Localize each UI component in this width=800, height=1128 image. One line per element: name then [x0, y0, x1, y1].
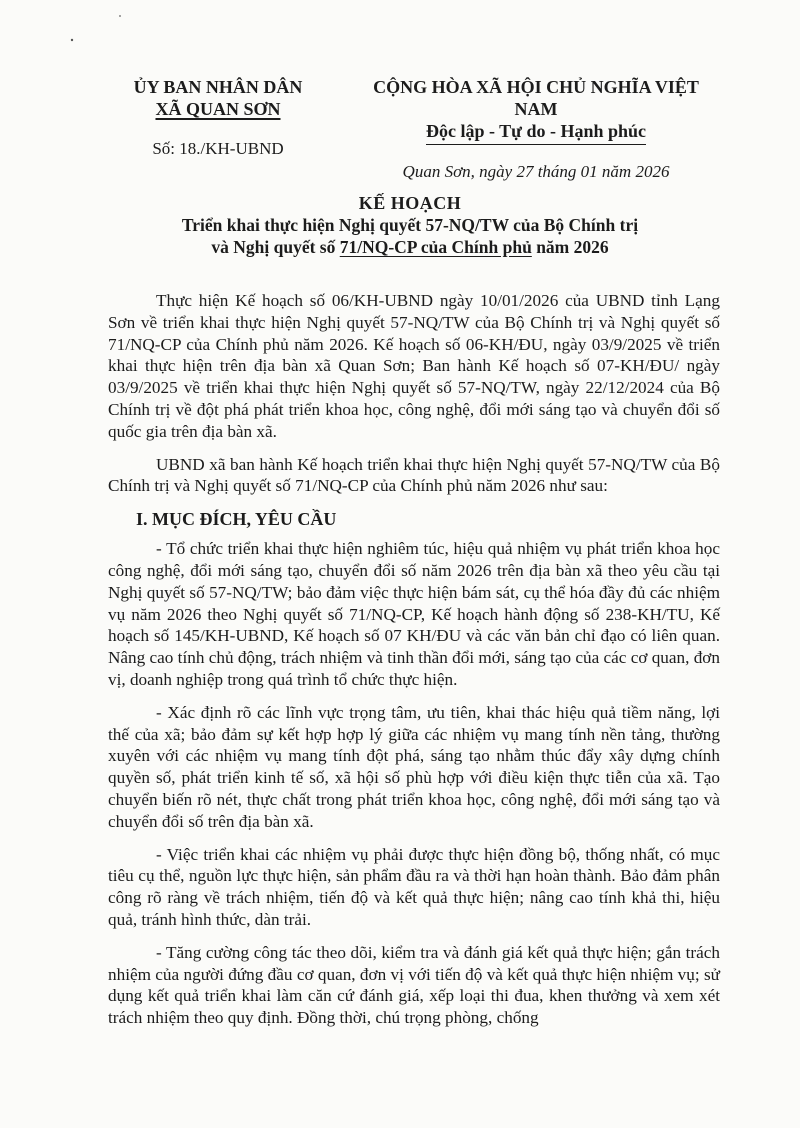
bullet-paragraph-2: - Xác định rõ các lĩnh vực trọng tâm, ưu tiên, khai thác hiệu quả tiềm năng, lợi thế của xã; bảo đảm sự kết hợp hợp lý giữa các nhiệm vụ mang tính nền tảng, thường xuyên với các nhiệm vụ mang tính đột phá, sáng tạo nhằm thúc đẩy xây dựng chính quyền số, phát triển kinh tế số, xã hội số phù hợp với điều kiện thực tiễn của xã. Tạo chuyển biến rõ nét, thực chất trong phát triển khoa học, công nghệ, đổi mới sáng tạo và chuyển đổi số trên địa bàn xã.: [108, 702, 720, 831]
agency-name-line1: ỦY BAN NHÂN DÂN: [133, 77, 303, 97]
document-number: Số: 18./KH-UBND: [152, 139, 284, 158]
document-subtitle-line2: [100, 236, 720, 258]
bullet-paragraph-3: - Việc triển khai các nhiệm vụ phải được thực hiện đồng bộ, thống nhất, có mục tiêu cụ thể, nguồn lực thực hiện, sản phẩm đầu ra và thời hạn hoàn thành. Bảo đảm phân công rõ ràng về trách nhiệm, tiến độ và kết quả thực hiện; nâng cao tính khả thi, hiệu quả, tránh hình thức, dàn trải.: [108, 844, 720, 929]
document-header: [118, 76, 718, 181]
place-and-date: Quan Sơn, ngày 27 tháng 01 năm 2026: [402, 162, 670, 181]
document-body: [108, 290, 720, 1040]
bullet-paragraph-4: - Tăng cường công tác theo dõi, kiểm tra và đánh giá kết quả thực hiện; gắn trách nhiệm của người đứng đầu cơ quan, đơn vị với tiến độ và kết quả thực hiện nhiệm vụ; sử dụng kết quả triển khai làm căn cứ đánh giá, xếp loại thi đua, khen thưởng và xem xét trách nhiệm theo quy định. Đồng thời, chú trọng phòng, chống: [108, 942, 720, 1028]
document-type: KẾ HOẠCH: [358, 193, 462, 213]
body-paragraph-2: UBND xã ban hành Kế hoạch triển khai thực hiện Nghị quyết 57-NQ/TW của Bộ Chính trị và Nghị quyết số 71/NQ-CP của Chính phủ năm 2026 như sau:: [108, 454, 720, 496]
national-motto: Độc lập - Tự do - Hạnh phúc: [426, 120, 646, 145]
subtitle-line2-suffix: năm 2026: [531, 237, 609, 257]
document-title: [100, 192, 720, 258]
subtitle-line2-underlined: 71/NQ-CP của Chính phủ: [339, 237, 532, 257]
agency-name-line2: XÃ QUAN SƠN: [155, 99, 281, 119]
body-paragraph-1: Thực hiện Kế hoạch số 06/KH-UBND ngày 10/01/2026 của UBND tỉnh Lạng Sơn về triển khai thực hiện Nghị quyết 57-NQ/TW của Bộ Chính trị và Nghị quyết số 71/NQ-CP của Chính phủ năm 2026. Kế hoạch số 06-KH/ĐU, ngày 03/9/2025 về triển khai thực hiện trên địa bàn xã Quan Sơn; Ban hành Kế hoạch số 07-KH/ĐU/ ngày 03/9/2025 về triển khai thực hiện Nghị quyết số 57-NQ/TW, ngày 22/12/2024 của Bộ Chính trị về đột phá phát triển khoa học, công nghệ, đổi mới sáng tạo và chuyển đổi số quốc gia trên địa bàn xã.: [108, 291, 720, 441]
national-title-block: [350, 76, 722, 183]
country-name: CỘNG HÒA XÃ HỘI CHỦ NGHĨA VIỆT NAM: [373, 77, 699, 119]
document-subtitle-line1: Triển khai thực hiện Nghị quyết 57-NQ/TW của Bộ Chính trị: [181, 215, 639, 235]
section-heading-1: I. MỤC ĐÍCH, YÊU CẦU: [136, 509, 337, 530]
subtitle-line2-prefix: và Nghị quyết số: [211, 237, 340, 257]
issuing-agency-block: [118, 76, 318, 160]
bullet-paragraph-1: - Tổ chức triển khai thực hiện nghiêm túc, hiệu quả nhiệm vụ phát triển khoa học công nghệ, đổi mới sáng tạo, chuyển đổi số năm 2026 trên địa bàn xã theo yêu cầu tại Nghị quyết số 57-NQ/TW; bảo đảm việc thực hiện bám sát, cụ thể hóa đầy đủ các nhiệm vụ năm 2026 theo Nghị quyết số 71/NQ-CP, Kế hoạch hành động số 238-KH/TU, Kế hoạch số 145/KH-UBND, Kế hoạch số 07 KH/ĐU và các văn bản chỉ đạo có liên quan. Nâng cao tính chủ động, trách nhiệm và tinh thần đổi mới, sáng tạo của các cơ quan, đơn vị, doanh nghiệp trong quá trình tổ chức thực hiện.: [108, 539, 720, 689]
scan-speck: [119, 15, 121, 17]
scan-speck: [71, 39, 73, 41]
